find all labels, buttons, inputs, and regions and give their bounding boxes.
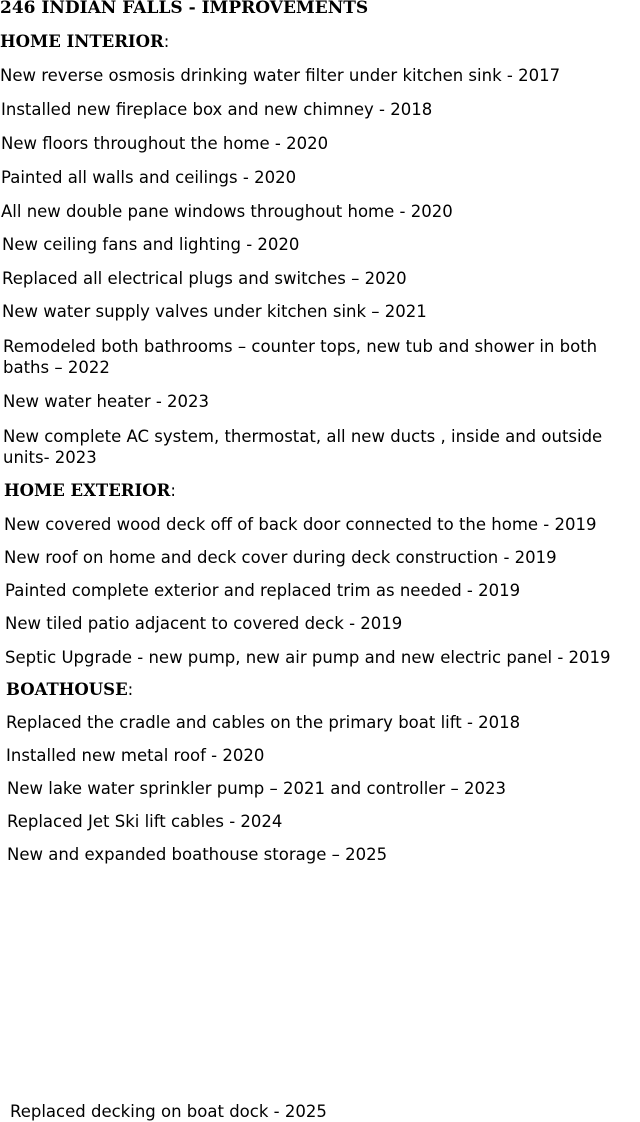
section-heading-boathouse (6, 680, 133, 700)
list-item: New water supply valves under kitchen sink – 2021 (2, 302, 427, 321)
list-item: Replaced all electrical plugs and switches – 2020 (2, 269, 407, 288)
heading-colon: : (170, 481, 176, 500)
list-item: Septic Upgrade - new pump, new air pump and new electric panel - 2019 (5, 648, 611, 667)
list-item: New complete AC system, thermostat, all new ducts , inside and outside units- 2023 (3, 427, 603, 467)
boathouse-heading-text: BOATHOUSE (6, 680, 128, 699)
list-item: Replaced decking on boat dock - 2025 (10, 1102, 327, 1121)
list-item: All new double pane windows throughout home - 2020 (1, 202, 453, 221)
list-item: Painted all walls and ceilings - 2020 (1, 168, 297, 187)
home-interior-heading-text: HOME INTERIOR (0, 32, 164, 51)
list-item: Installed new metal roof - 2020 (6, 746, 265, 765)
list-item: New reverse osmosis drinking water filter under kitchen sink - 2017 (0, 66, 561, 85)
section-heading-home-exterior (4, 481, 176, 501)
list-item: New and expanded boathouse storage – 2025 (7, 845, 388, 864)
list-item: New ceiling fans and lighting - 2020 (2, 235, 300, 254)
list-item: Replaced Jet Ski lift cables - 2024 (7, 812, 283, 831)
list-item: New floors throughout the home - 2020 (1, 134, 329, 153)
heading-colon: : (163, 32, 170, 51)
list-item: New tiled patio adjacent to covered deck - 2019 (5, 614, 403, 633)
document-title: 246 INDIAN FALLS - IMPROVEMENTS (0, 0, 369, 18)
list-item: New roof on home and deck cover during deck construction - 2019 (4, 548, 557, 567)
section-heading-home-interior (0, 32, 169, 52)
list-item: New water heater - 2023 (3, 392, 210, 411)
home-exterior-heading-text: HOME EXTERIOR (4, 481, 171, 500)
heading-colon: : (127, 680, 134, 699)
list-item: New covered wood deck off of back door connected to the home - 2019 (4, 515, 597, 534)
list-item: Remodeled both bathrooms – counter tops, new tub and shower in both baths – 2022 (3, 337, 598, 377)
list-item: Replaced the cradle and cables on the primary boat lift - 2018 (6, 713, 521, 732)
list-item: New lake water sprinkler pump – 2021 and controller – 2023 (7, 779, 506, 798)
list-item: Painted complete exterior and replaced trim as needed - 2019 (5, 581, 521, 600)
list-item: Installed new fireplace box and new chimney - 2018 (1, 100, 433, 119)
